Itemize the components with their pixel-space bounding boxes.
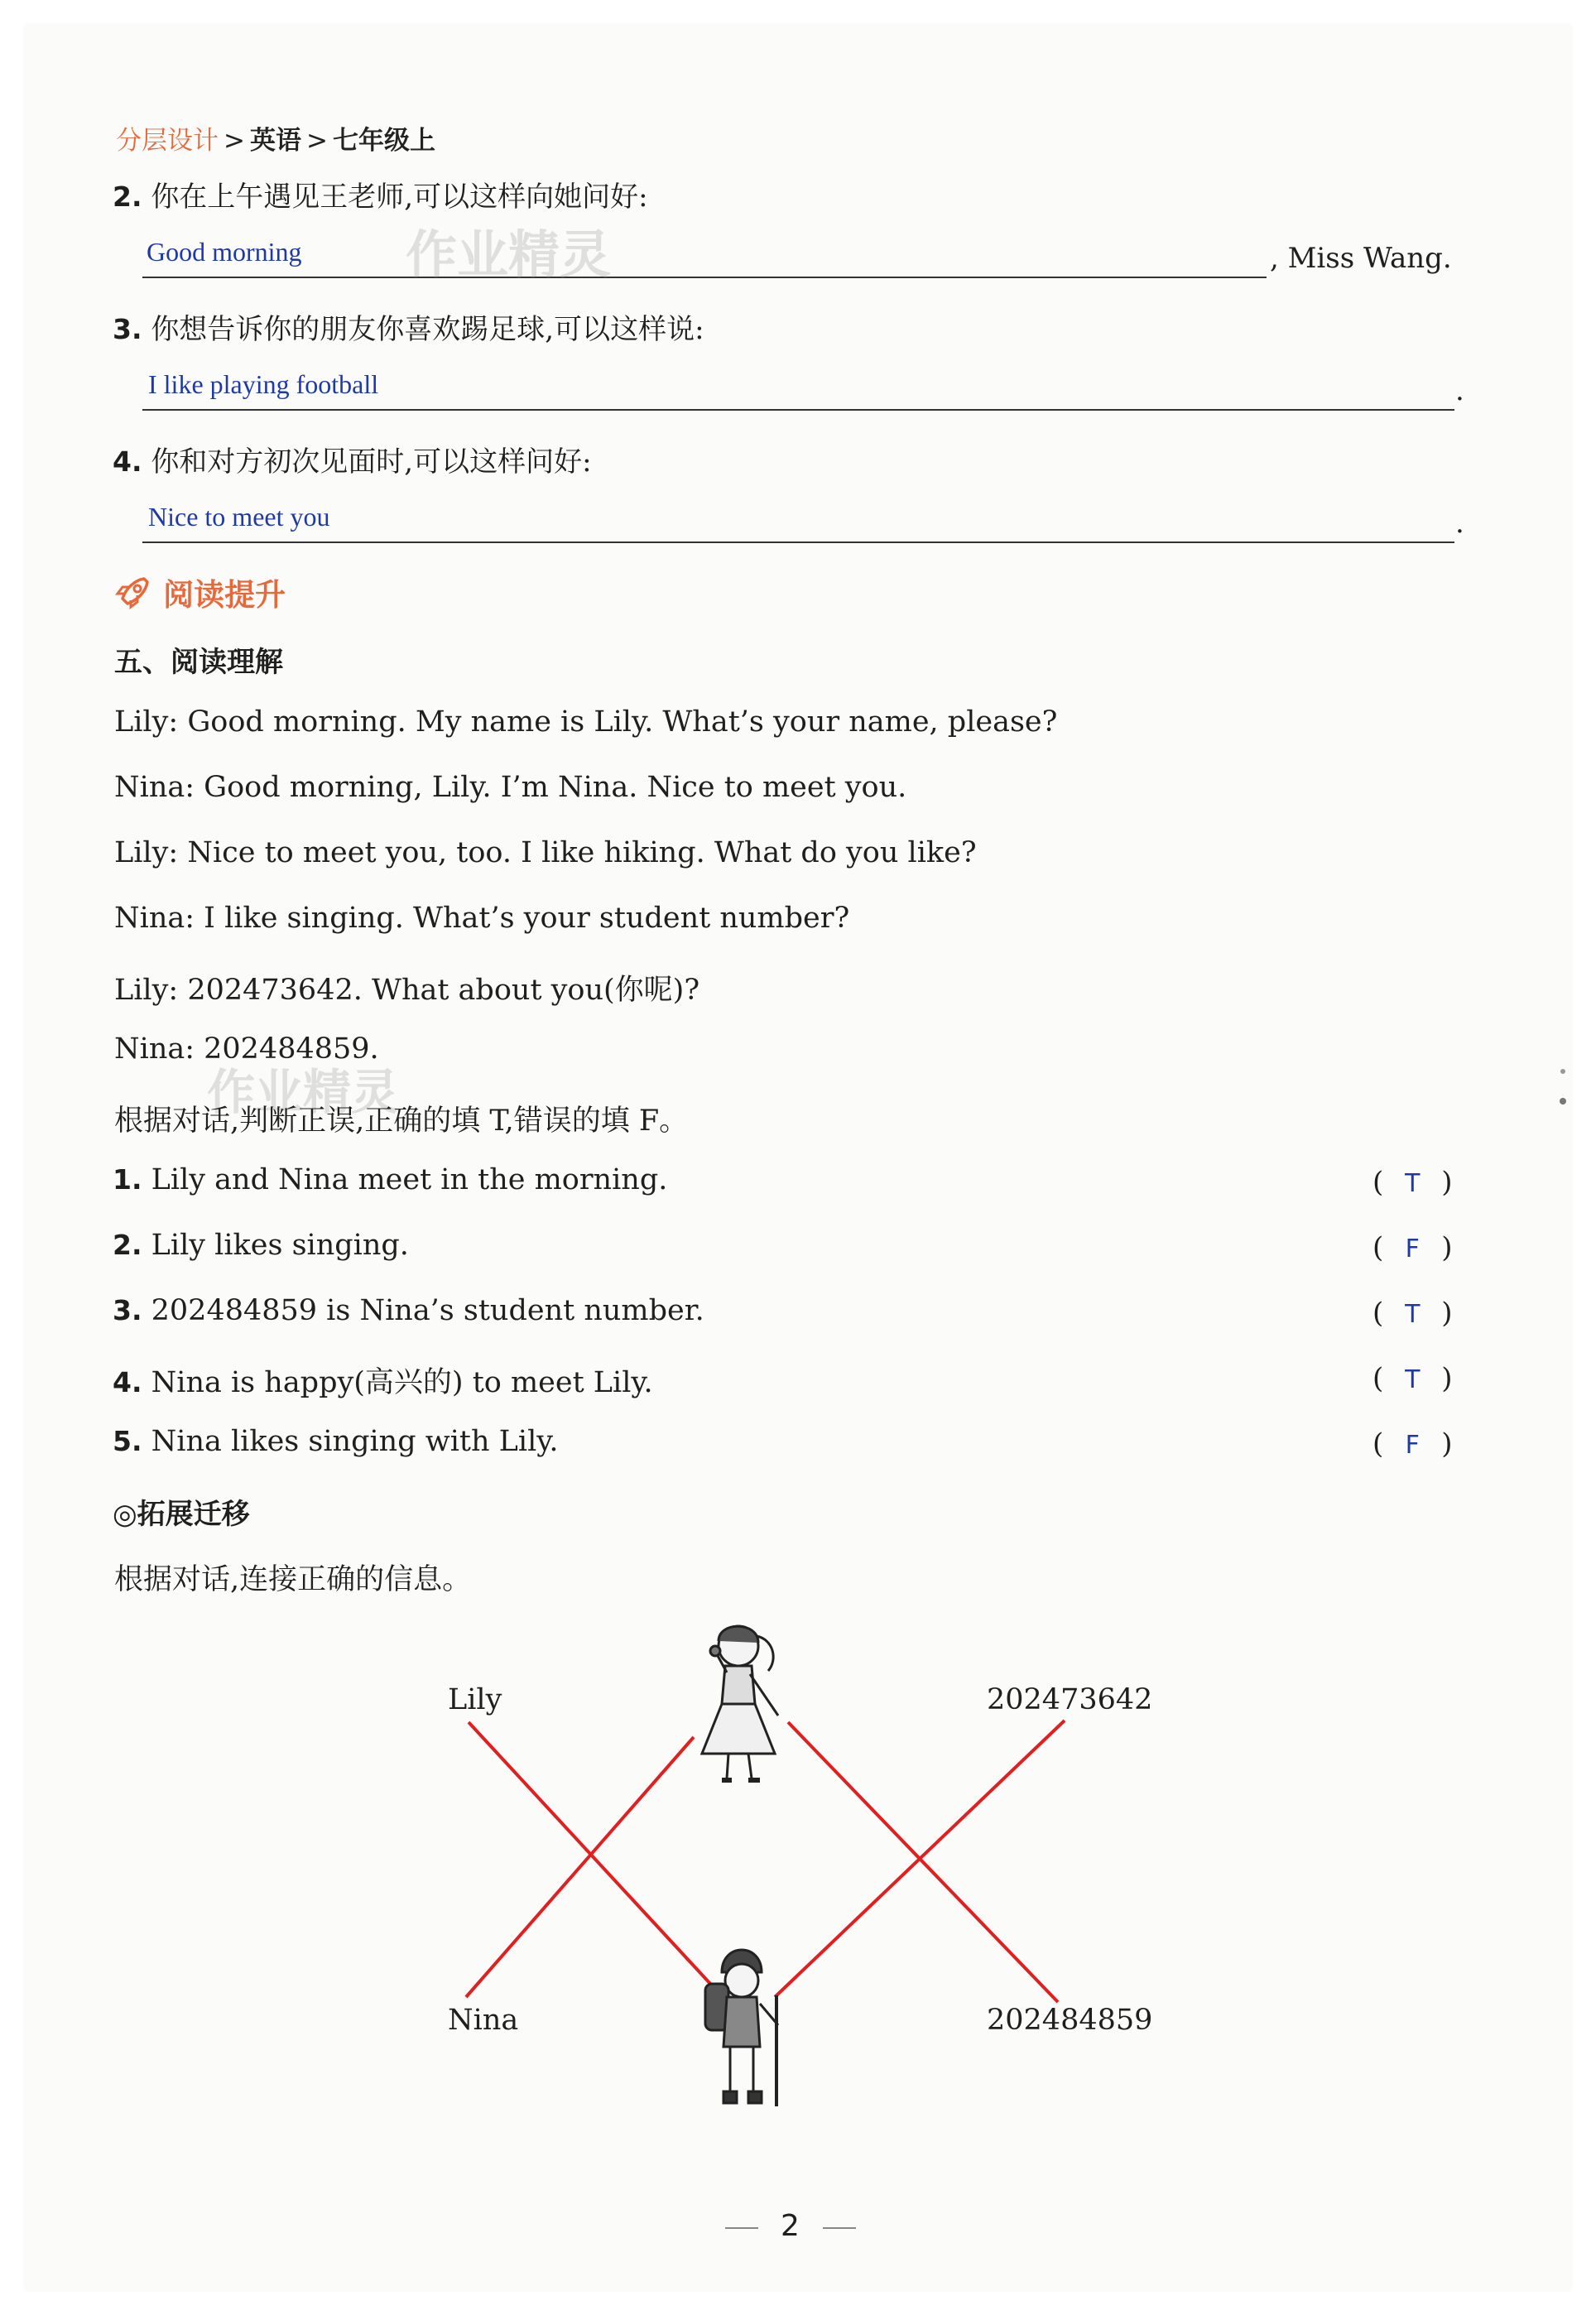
answer-suffix: , Miss Wang. <box>1270 242 1452 275</box>
question-number: 3. <box>113 313 142 345</box>
tf-answer: T <box>1405 1300 1421 1329</box>
answer-text: Good morning <box>147 237 302 267</box>
page-number: 2 <box>781 2209 800 2243</box>
match-right-number-2: 202484859 <box>987 2004 1153 2037</box>
answer-text: I like playing football <box>148 369 379 399</box>
paren-open: ( <box>1372 1362 1384 1395</box>
match-line <box>775 1721 1065 1997</box>
breadcrumb-separator: > <box>305 126 328 156</box>
breadcrumb-grade: 七年级上 <box>332 126 435 156</box>
hiker-illustration <box>705 1950 778 2106</box>
extension-instruction: 根据对话,连接正确的信息。 <box>114 1563 472 1596</box>
part-title: 五、阅读理解 <box>114 646 283 679</box>
answer-suffix: . <box>1455 507 1464 540</box>
margin-mark <box>1560 1098 1566 1105</box>
statement-text: Lily likes singing. <box>151 1229 409 1262</box>
breadcrumb-series: 分层设计 <box>116 126 219 156</box>
page-number-dash <box>725 2227 758 2229</box>
paren-close: ) <box>1441 1297 1453 1330</box>
question-number: 2. <box>113 180 142 213</box>
watermark: 作业精灵 <box>207 1064 400 1120</box>
statement-text: Lily and Nina meet in the morning. <box>151 1163 668 1196</box>
statement-number: 4. <box>113 1366 142 1398</box>
paren-open: ( <box>1372 1166 1384 1199</box>
question-prompt: 你想告诉你的朋友你喜欢踢足球,可以这样说: <box>151 313 704 346</box>
breadcrumb-subject: 英语 <box>249 126 301 156</box>
margin-mark <box>1560 1069 1565 1074</box>
extension-title: ◎拓展迁移 <box>113 1498 250 1531</box>
match-line <box>466 1737 694 1997</box>
breadcrumb-separator: > <box>224 126 245 156</box>
answer-text: Nice to meet you <box>148 502 330 532</box>
statement-text: Nina likes singing with Lily. <box>151 1425 559 1458</box>
statement-number: 1. <box>113 1163 142 1196</box>
dialogue-line: Nina: 202484859. <box>114 1032 379 1066</box>
dialogue-line: Nina: Good morning, Lily. I’m Nina. Nice to meet you. <box>114 771 907 804</box>
answer-suffix: . <box>1455 374 1464 407</box>
section-title: 阅读提升 <box>163 577 286 613</box>
dialogue-line: Lily: 202473642. What about you(你呢)? <box>114 974 700 1007</box>
match-right-number-1: 202473642 <box>987 1683 1153 1716</box>
dialogue-line: Lily: Nice to meet you, too. I like hiking. What do you like? <box>114 836 977 869</box>
statement-number: 2. <box>113 1229 142 1261</box>
question-prompt: 你和对方初次见面时,可以这样问好: <box>151 445 592 479</box>
watermark: 作业精灵 <box>406 224 612 285</box>
instruction: 根据对话,判断正误,正确的填 T,错误的填 F。 <box>114 1105 689 1138</box>
statement-number: 5. <box>113 1425 142 1457</box>
tf-answer: F <box>1405 1235 1420 1263</box>
singing-girl-illustration <box>702 1626 778 1780</box>
dialogue-line: Lily: Good morning. My name is Lily. What’s your name, please? <box>114 705 1058 739</box>
tf-answer: T <box>1405 1365 1421 1394</box>
statement-text: 202484859 is Nina’s student number. <box>151 1294 704 1327</box>
paren-close: ) <box>1441 1166 1453 1199</box>
tf-answer: F <box>1405 1431 1420 1460</box>
paren-open: ( <box>1372 1231 1384 1264</box>
statement-number: 3. <box>113 1294 142 1326</box>
question-prompt: 你在上午遇见王老师,可以这样向她问好: <box>151 180 648 214</box>
paren-open: ( <box>1372 1297 1384 1330</box>
tf-answer: T <box>1405 1169 1421 1198</box>
paren-close: ) <box>1441 1231 1453 1264</box>
match-left-nina: Nina <box>448 2004 519 2037</box>
paren-close: ) <box>1441 1362 1453 1395</box>
page-number-dash <box>823 2227 856 2229</box>
paren-close: ) <box>1441 1427 1453 1461</box>
question-number: 4. <box>113 445 142 478</box>
match-left-lily: Lily <box>448 1683 502 1716</box>
statement-text: Nina is happy(高兴的) to meet Lily. <box>151 1366 653 1399</box>
dialogue-line: Nina: I like singing. What’s your student number? <box>114 902 850 935</box>
paren-open: ( <box>1372 1427 1384 1461</box>
